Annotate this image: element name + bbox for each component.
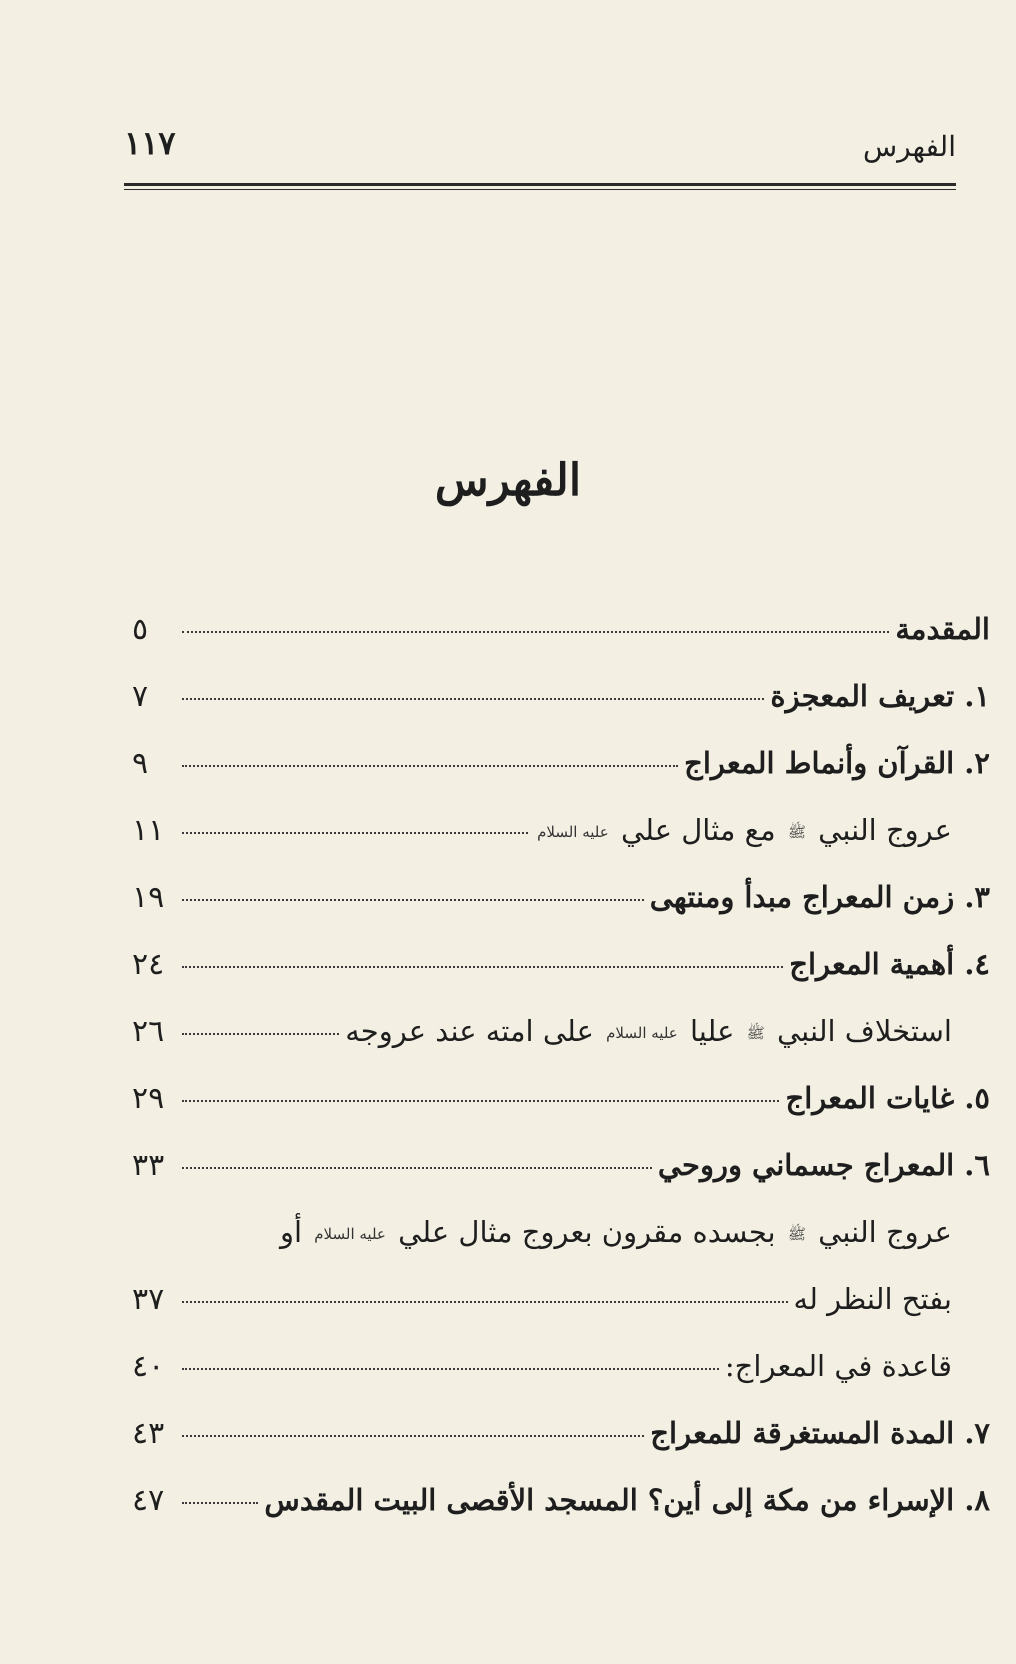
toc-title: بفتح النظر له xyxy=(793,1282,952,1316)
dot-leader xyxy=(182,1301,788,1303)
toc-title-part: استخلاف النبي xyxy=(777,1014,952,1048)
dot-leader xyxy=(182,765,678,767)
header-rule-thin xyxy=(124,189,956,190)
toc-title: قاعدة في المعراج: xyxy=(724,1349,952,1383)
honorific-prophet-glyph: ﷺ xyxy=(787,822,806,841)
dot-leader xyxy=(182,966,783,968)
toc-entry-subsection[interactable] xyxy=(132,797,990,864)
toc-title-part: عليا xyxy=(689,1014,735,1048)
honorific-prophet-glyph: ﷺ xyxy=(746,1023,765,1042)
toc-page-number: ٢٩ xyxy=(132,1081,165,1116)
running-header xyxy=(124,118,956,178)
toc-title-part: عروج النبي xyxy=(818,813,952,847)
toc-title: ١. تعريف المعجزة xyxy=(770,679,990,713)
toc-title-line-1 xyxy=(132,1199,990,1266)
toc-title xyxy=(534,797,990,864)
toc-page-number: ٤٧ xyxy=(132,1483,165,1518)
toc-title-line-2 xyxy=(132,1266,990,1333)
toc-title-part: عروج النبي xyxy=(818,1215,952,1249)
header-rule xyxy=(124,183,956,186)
toc-title: ٨. الإسراء من مكة إلى أين؟ المسجد الأقصى البيت المقدس xyxy=(264,1483,990,1517)
toc-entry-introduction[interactable] xyxy=(132,596,990,663)
toc-page-number: ٤٣ xyxy=(132,1416,165,1451)
toc-entry-subsection[interactable] xyxy=(132,998,990,1065)
toc-page-number: ١٩ xyxy=(132,880,165,915)
toc-title: ٥. غايات المعراج xyxy=(785,1081,990,1115)
toc-page-number: ٣٣ xyxy=(132,1148,165,1183)
toc-title-part: بجسده مقرون بعروج مثال علي xyxy=(398,1215,776,1249)
toc-title-part: مع مثال علي xyxy=(620,813,776,847)
toc-title-part: على امته عند عروجه xyxy=(345,1014,594,1048)
running-title: الفهرس xyxy=(862,130,956,163)
toc-title xyxy=(345,998,990,1065)
dot-leader xyxy=(182,1100,779,1102)
toc-page-number: ٣٧ xyxy=(132,1282,165,1317)
toc-entry-chapter-5[interactable] xyxy=(132,1065,990,1132)
toc-entry-chapter-4[interactable] xyxy=(132,931,990,998)
honorific-ali-glyph: عليه السلام xyxy=(314,1224,386,1243)
dot-leader xyxy=(182,1368,719,1370)
honorific-prophet-glyph: ﷺ xyxy=(787,1224,806,1243)
dot-leader xyxy=(182,1167,652,1169)
toc-entry-subsection[interactable] xyxy=(132,1333,990,1400)
toc-entry-chapter-1[interactable] xyxy=(132,663,990,730)
toc-title-part: أو xyxy=(279,1215,303,1249)
toc-entry-chapter-2[interactable] xyxy=(132,730,990,797)
toc-page-number: ٧ xyxy=(132,679,149,714)
toc-page-number: ٥ xyxy=(132,612,149,647)
toc-page-number: ٢٤ xyxy=(132,947,165,982)
dot-leader xyxy=(182,899,644,901)
toc-entry-subsection-wrapped[interactable] xyxy=(132,1199,990,1333)
dot-leader xyxy=(182,1033,339,1035)
table-of-contents xyxy=(132,596,990,1534)
toc-page-number: ٢٦ xyxy=(132,1014,165,1049)
toc-title: المقدمة xyxy=(895,612,990,646)
page-number: ١١٧ xyxy=(124,124,176,162)
toc-entry-chapter-3[interactable] xyxy=(132,864,990,931)
dot-leader xyxy=(182,1502,258,1504)
dot-leader xyxy=(182,832,528,834)
toc-page-number: ٩ xyxy=(132,746,149,781)
toc-title: ٤. أهمية المعراج xyxy=(789,947,990,981)
page-title: الفهرس xyxy=(434,455,582,506)
honorific-ali-glyph: عليه السلام xyxy=(537,822,609,841)
dot-leader xyxy=(182,1435,644,1437)
toc-entry-chapter-6[interactable] xyxy=(132,1132,990,1199)
dot-leader xyxy=(182,631,889,633)
toc-title: ٣. زمن المعراج مبدأ ومنتهى xyxy=(649,880,990,914)
toc-entry-chapter-7[interactable] xyxy=(132,1400,990,1467)
dot-leader xyxy=(182,698,764,700)
honorific-ali-glyph: عليه السلام xyxy=(606,1023,678,1042)
toc-title: ٧. المدة المستغرقة للمعراج xyxy=(650,1416,990,1450)
toc-title: ٦. المعراج جسماني وروحي xyxy=(657,1148,990,1182)
toc-page-number: ٤٠ xyxy=(132,1349,165,1384)
toc-entry-chapter-8[interactable] xyxy=(132,1467,990,1534)
toc-page-number: ١١ xyxy=(132,813,165,848)
toc-title: ٢. القرآن وأنماط المعراج xyxy=(684,746,990,780)
